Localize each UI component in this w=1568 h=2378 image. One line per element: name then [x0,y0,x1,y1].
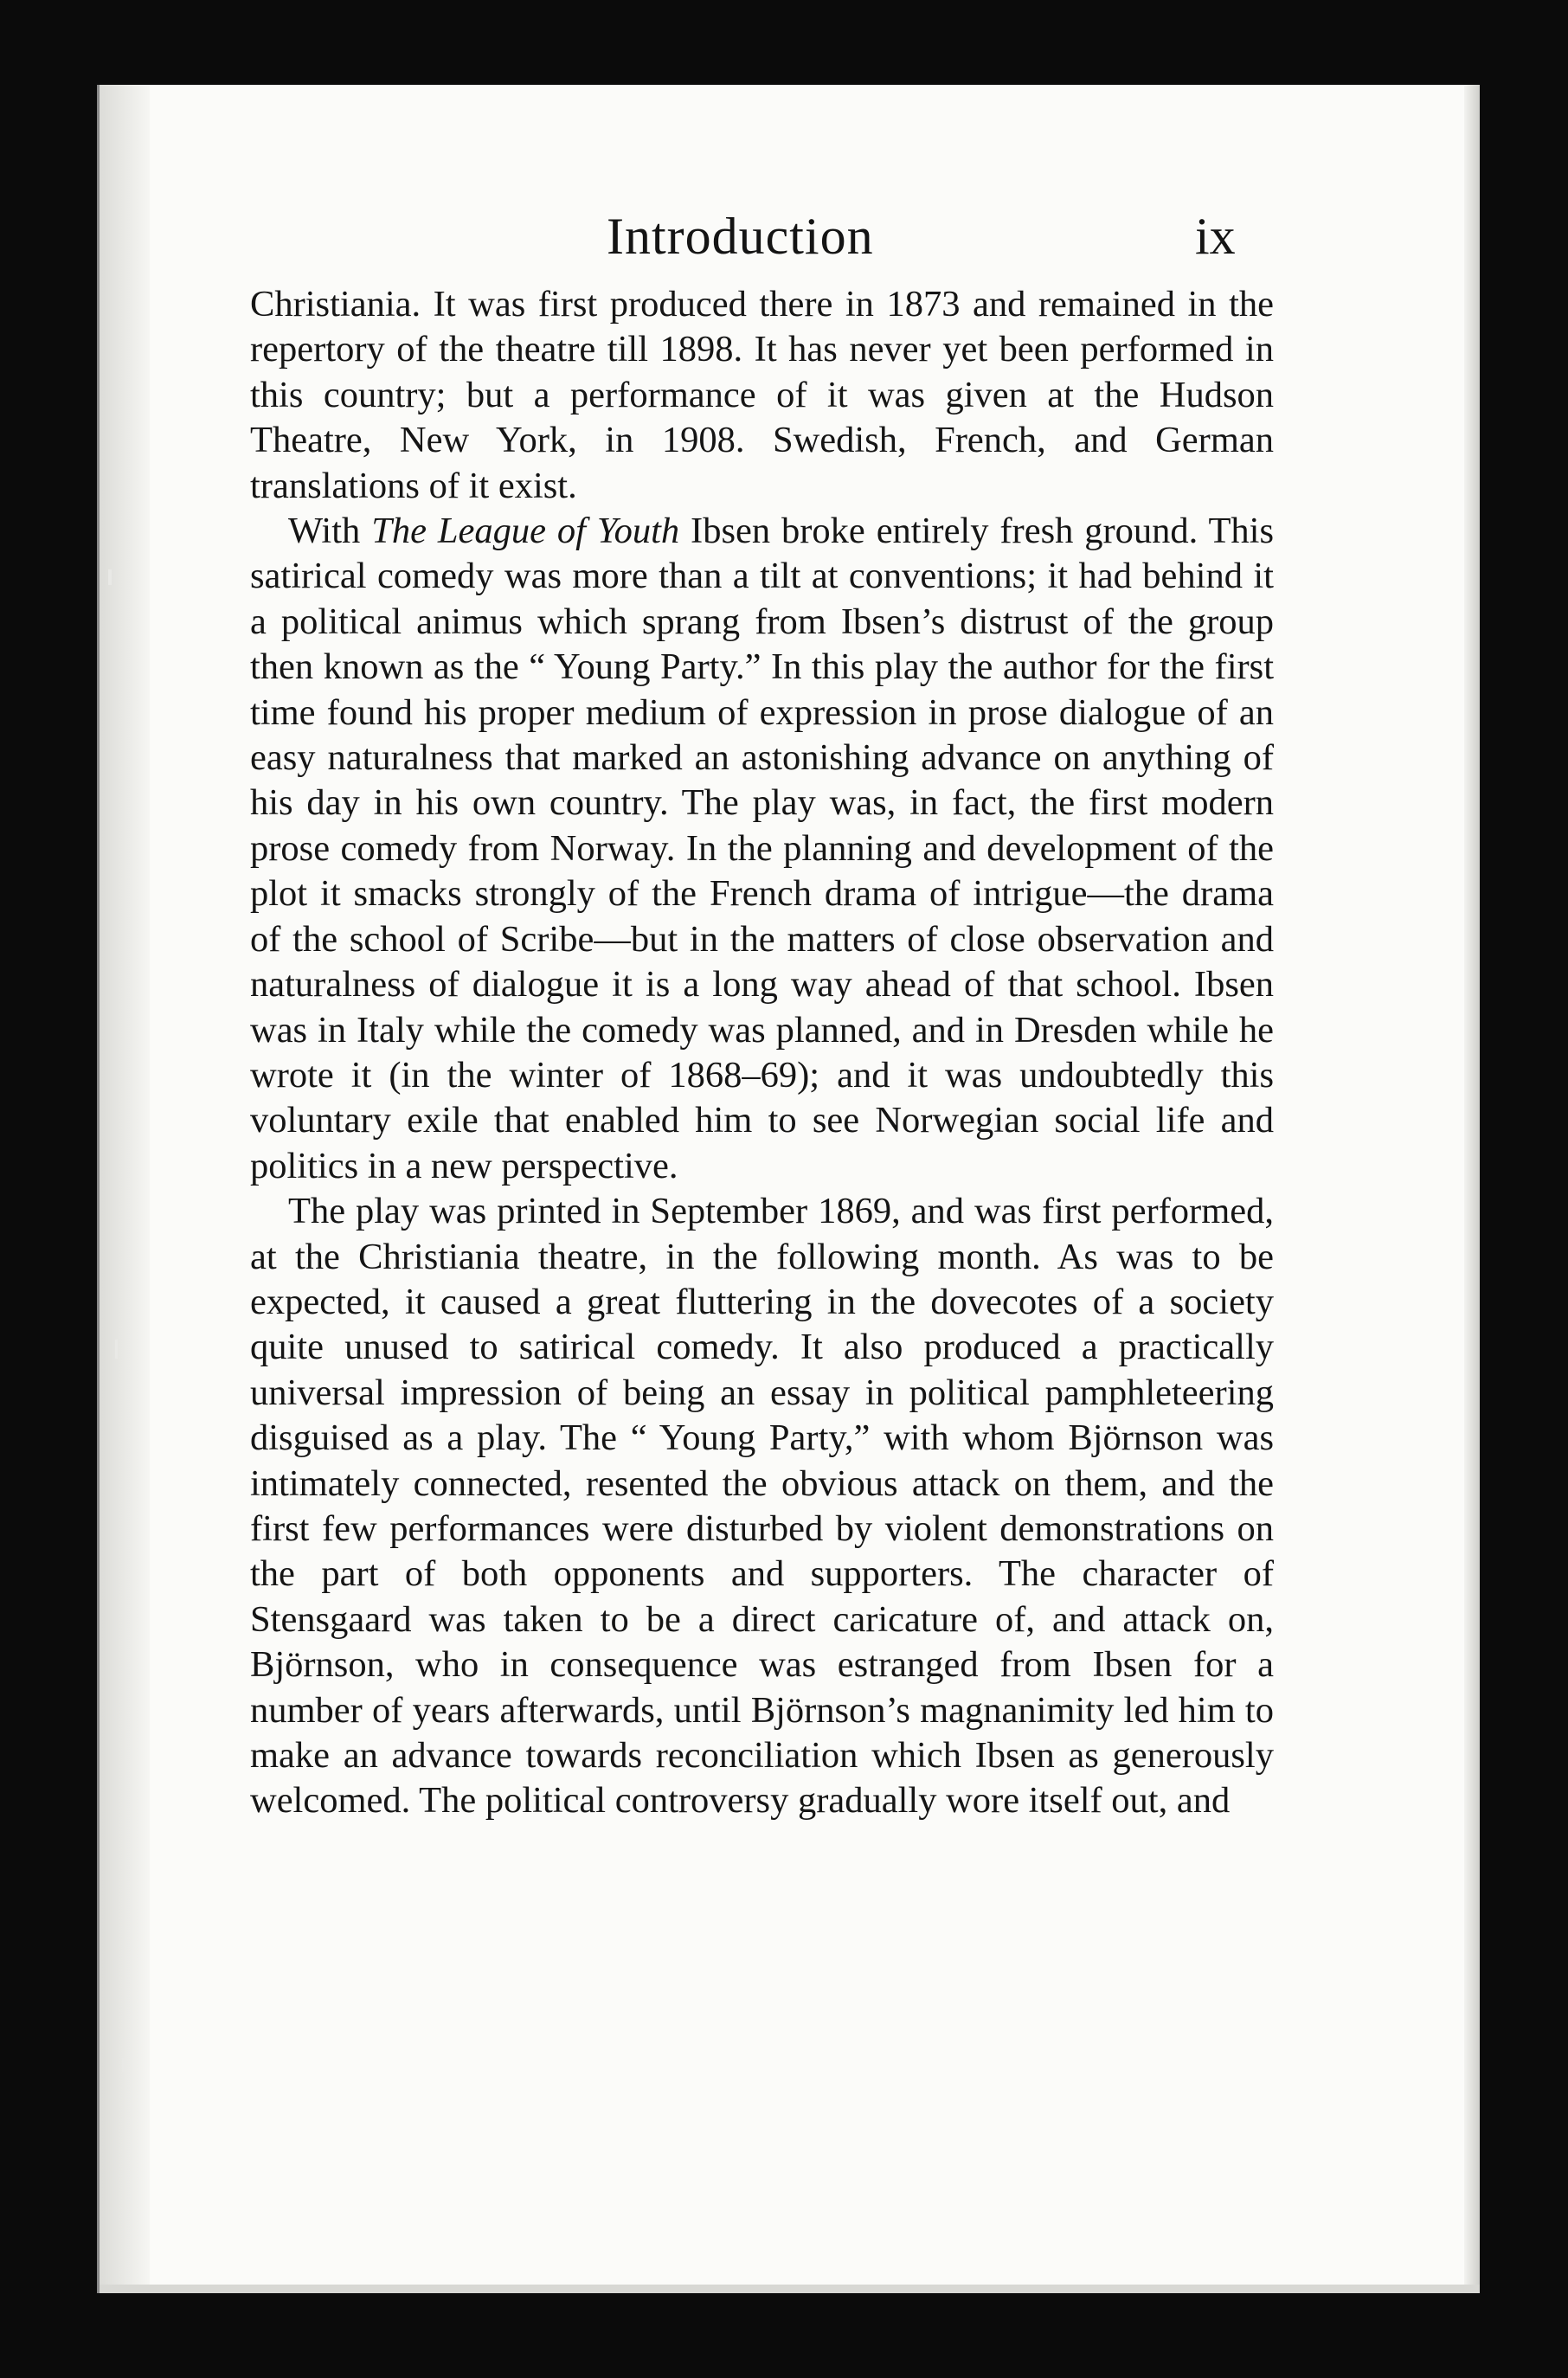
page-gutter [100,85,150,2293]
page-edge [1464,85,1480,2293]
margin-speck [115,1340,118,1359]
running-header [100,202,1480,271]
text-run: With [288,511,372,552]
italic-title-run: The League of Youth [371,511,680,552]
paragraph-3 [250,1189,1274,1824]
running-title: Introduction [607,208,874,265]
book-page [97,85,1480,2293]
text-run: The play was printed in September 1869, and was first performed, at the Christiania theatre, in the following month. As was to be expected, it caused a great fluttering in the dovecotes of a society quite unused to satirical comedy. It also produced a practically universal impression of being an essay in political pamphleteering disguised as a play. The “ Young Party,” with whom Björnson was intimately connected, resented the obvious attack on them, and the first few performances were disturbed by violent demonstrations on the part of both opponents and supporters. The character of Stensgaard was taken to be a direct caricature of, and attack on, Björnson, who in consequence was estranged from Ibsen for a number of years afterwards, until Björnson’s magnanimity led him to make an advance towards reconciliation which Ibsen as generously welcomed. The political controversy gradually wore itself out, and [250,1191,1274,1822]
text-run: Christiania. It was first produced there in 1873 and remained in the repertory of the theatre till 1898. It has never yet been performed in this country; but a performance of it was given at the Hudson Theatre, New York, in 1908. Swedish, French, and German translations of it exist. [250,284,1274,506]
body-text [250,282,1274,1824]
margin-speck [122,2058,125,2072]
page-bottom-edge [100,2285,1480,2293]
text-run: Ibsen broke entirely fresh ground. This satirical comedy was more than a tilt at conventions; it had behind it a political animus which sprang from Ibsen’s distrust of the group then known as the “ Young Party.” In this play the author for the first time found his proper medium of expression in prose dialogue of an easy naturalness that marked an astonishing advance on anything of his day in his own country. The play was, in fact, the first modern prose comedy from Norway. In the planning and development of the plot it smacks strongly of the French drama of intrigue—the drama of the school of Scribe—but in the matters of close observation and naturalness of dialogue it is a long way ahead of that school. Ibsen was in Italy while the comedy was planned, and in Dresden while he wrote it (in the winter of 1868–69); and it was undoubtedly this voluntary exile that enabled him to see Norwegian social life and politics in a new perspective. [250,511,1274,1186]
margin-speck [108,569,112,585]
page-number: ix [1195,208,1236,265]
paragraph-1 [250,282,1274,509]
paragraph-2 [250,509,1274,1189]
